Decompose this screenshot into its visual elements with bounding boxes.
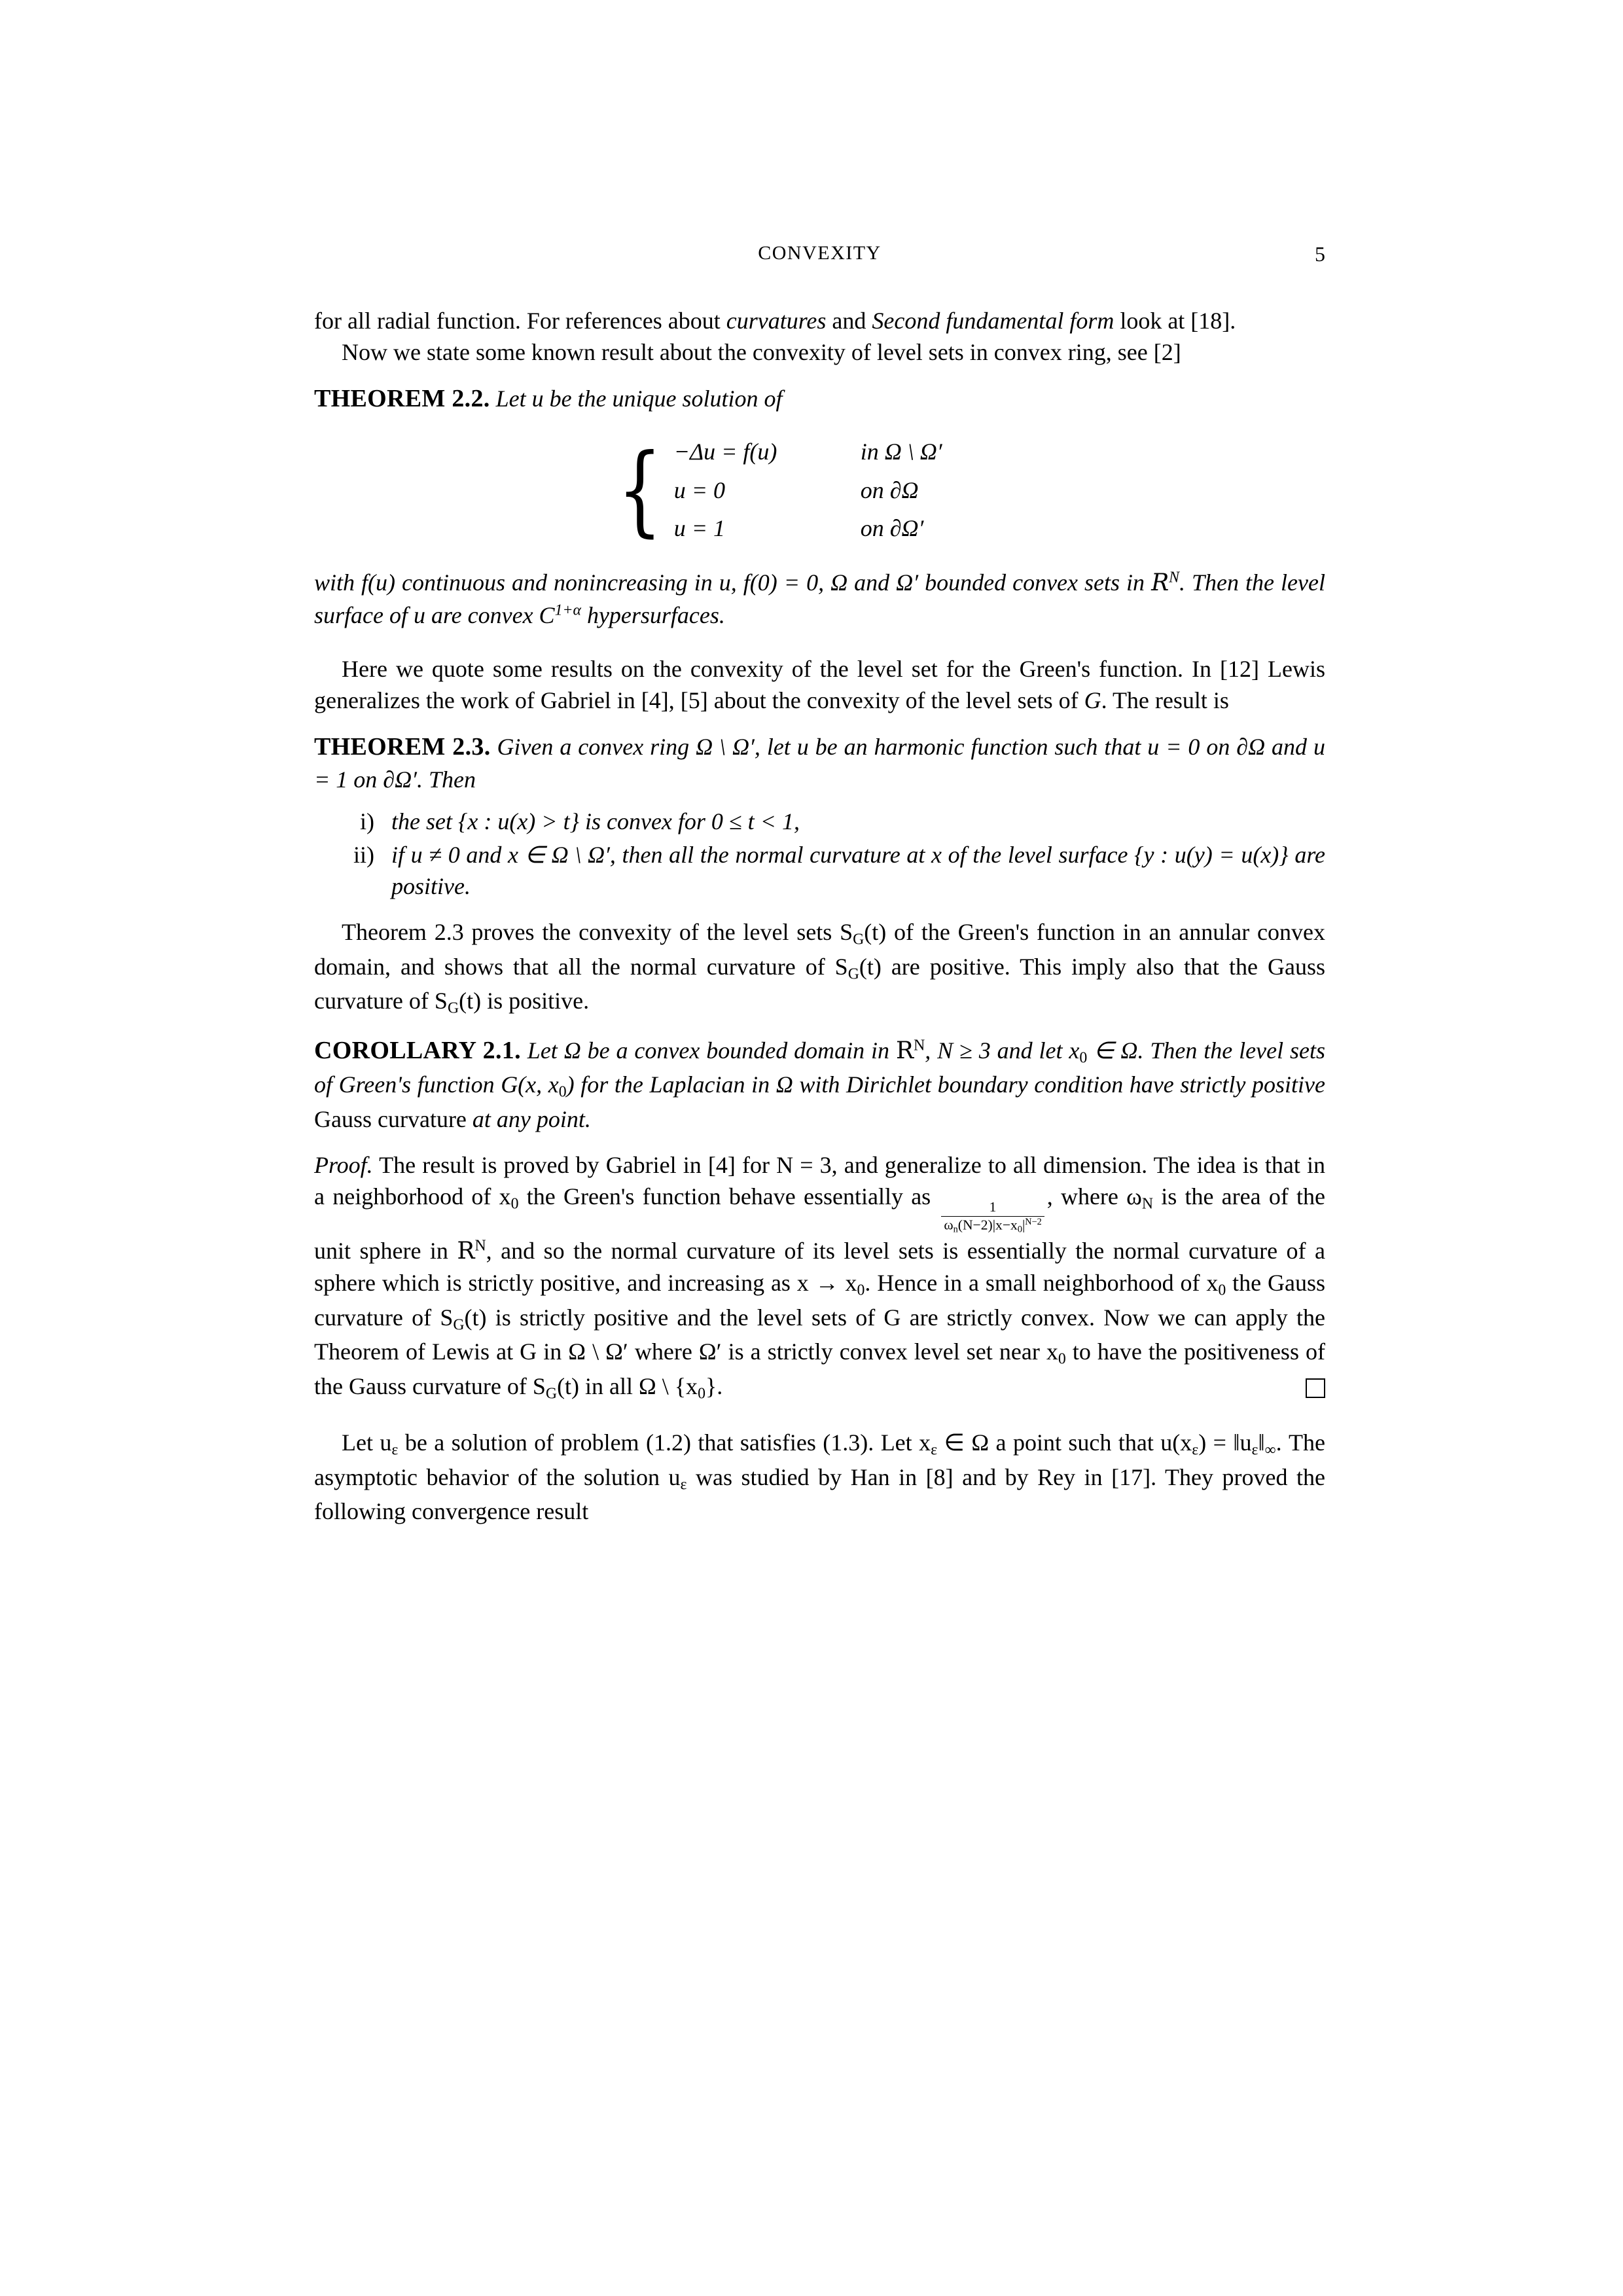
paragraph-green-function: Here we quote some results on the convexity of the level set for the Green's function. In [12] Lewis generalizes the work of Gabriel in [4], [5] about the convexity of the level sets of G. The result is (314, 655, 1325, 714)
list-item (314, 839, 1325, 902)
term-curvatures: curvatures (726, 308, 827, 334)
theorem-2-2 (314, 382, 1325, 416)
theorem-2-2-conditions: with f(u) continuous and nonincreasing in u, f(0) = 0, Ω and Ω′ bounded convex sets in $R^N$. Then the level surface of u are convex $C^{1+\alpha}$ hypersurfaces. (314, 569, 1325, 628)
paragraph-references: for all radial function. For references about curvatures and Second fundamental form look at [18]. (314, 308, 1236, 334)
fraction-green-kernel: $\frac{1}{\omega_n(N-2)|x-x_0|^{N-2}}$ (941, 1200, 1044, 1235)
paragraph-known-result: Now we state some known result about the convexity of level sets in convex ring, see [2] (342, 339, 1181, 366)
list-item-text: if u ≠ 0 and x ∈ Ω \ Ω′, then all the normal curvature at x of the level surface {y : u(y) = u(x)} are positive. (391, 841, 1325, 899)
page-number: 5 (1315, 242, 1325, 266)
equation-lhs: u = 0 (673, 476, 726, 503)
equation-lhs: −Δu = f(u) (673, 439, 777, 465)
real-numbers-symbol: R (1151, 569, 1169, 597)
equation-system-2-2 (314, 433, 1325, 547)
real-numbers-symbol: R (457, 1238, 475, 1265)
theorem-2-3-statement: Given a convex ring Ω \ Ω′, let u be an harmonic function such that u = 0 on ∂Ω and u = 1 on ∂Ω′. Then (314, 734, 1325, 793)
theorem-2-2-label: THEOREM 2.2. (314, 385, 490, 413)
symbol-G: G (1084, 687, 1101, 714)
term-second-fundamental-form: Second fundamental form (872, 308, 1115, 334)
list-item (314, 806, 1325, 837)
theorem-2-3-label: THEOREM 2.3. (314, 733, 491, 761)
theorem-2-2-statement: Let u be the unique solution of (495, 386, 783, 412)
left-brace: { (617, 433, 663, 547)
list-item-text: the set {x : u(x) > t} is convex for 0 ≤ t < 1, (391, 808, 800, 835)
theorem-2-3-list (314, 806, 1325, 902)
corollary-2-1-label: COROLLARY 2.1. (314, 1036, 521, 1064)
equation-lhs: u = 1 (673, 515, 726, 541)
qed-box (1306, 1378, 1325, 1398)
list-marker: ii) (353, 841, 374, 868)
proof-label: Proof. (314, 1151, 373, 1178)
theorem-2-3 (314, 730, 1325, 795)
equation-domain: on ∂Ω (860, 476, 919, 503)
equation-row (674, 433, 1031, 471)
equation-row (674, 509, 1031, 547)
real-numbers-symbol: R (895, 1037, 914, 1064)
equation-domain: in Ω \ Ω′ (860, 439, 942, 465)
running-title: CONVEXITY (758, 242, 882, 264)
equation-domain: on ∂Ω′ (860, 515, 924, 541)
paragraph-solution-asymptotics: Let $u_\varepsilon$ be a solution of problem (1.2) that satisfies (1.3). Let $x_\varepsilon$ ∈ Ω a point such that $u(x_\varepsilon)$ = $‖u_\varepsilon‖_\infty$. The asymptotic behavior of the solution $u_\varepsilon$ was studied by Han in [8] and by Rey in [17]. They proved the following convergence result (314, 1429, 1325, 1525)
corollary-2-1: COROLLARY 2.1. Let Ω be a convex bounded domain in $R^N$, N ≥ 3 and let $x_0$ ∈ Ω. Then the level sets of Green's function G(x, $x_0$) for the Laplacian in Ω with Dirichlet boundary condition have strictly positive Gauss curvature at any point. (314, 1036, 1326, 1132)
equation-row (674, 471, 1031, 509)
proof-block: Proof. The result is proved by Gabriel in [4] for N = 3, and generalize to all dimension. The idea is that in a neighborhood of $x_0$ the Green's function behave essentially as $\frac{1}{\omega_n(N-2)|x-x_0|^{N-2}}$ , where $\omega_N$ is the area of the unit sphere in $R^N$, and so the normal curvature of its level sets is essentially the normal curvature of a sphere which is strictly positive, and increasing as $x \to x_0$. Hence in a small neighborhood of $x_0$ the Gauss curvature of $S_G(t)$ is strictly positive and the level sets of G are strictly convex. Now we can apply the Theorem of Lewis at G in Ω \ Ω′ where Ω′ is a strictly convex level set near $x_0$ to have the positiveness of the Gauss curvature of $S_G(t)$ in all Ω \ $\{x_0\}$. (314, 1151, 1326, 1403)
paragraph-theorem-2-3-discussion: Theorem 2.3 proves the convexity of the level sets $S_G(t)$ of the Green's function in an annular convex domain, and shows that all the normal curvature of $S_G(t)$ are positive. This imply also that the Gauss curvature of $S_G(t)$ is positive. (314, 919, 1325, 1017)
list-marker: i) (360, 808, 374, 835)
running-head (314, 242, 1325, 264)
page-content (314, 242, 1325, 1527)
